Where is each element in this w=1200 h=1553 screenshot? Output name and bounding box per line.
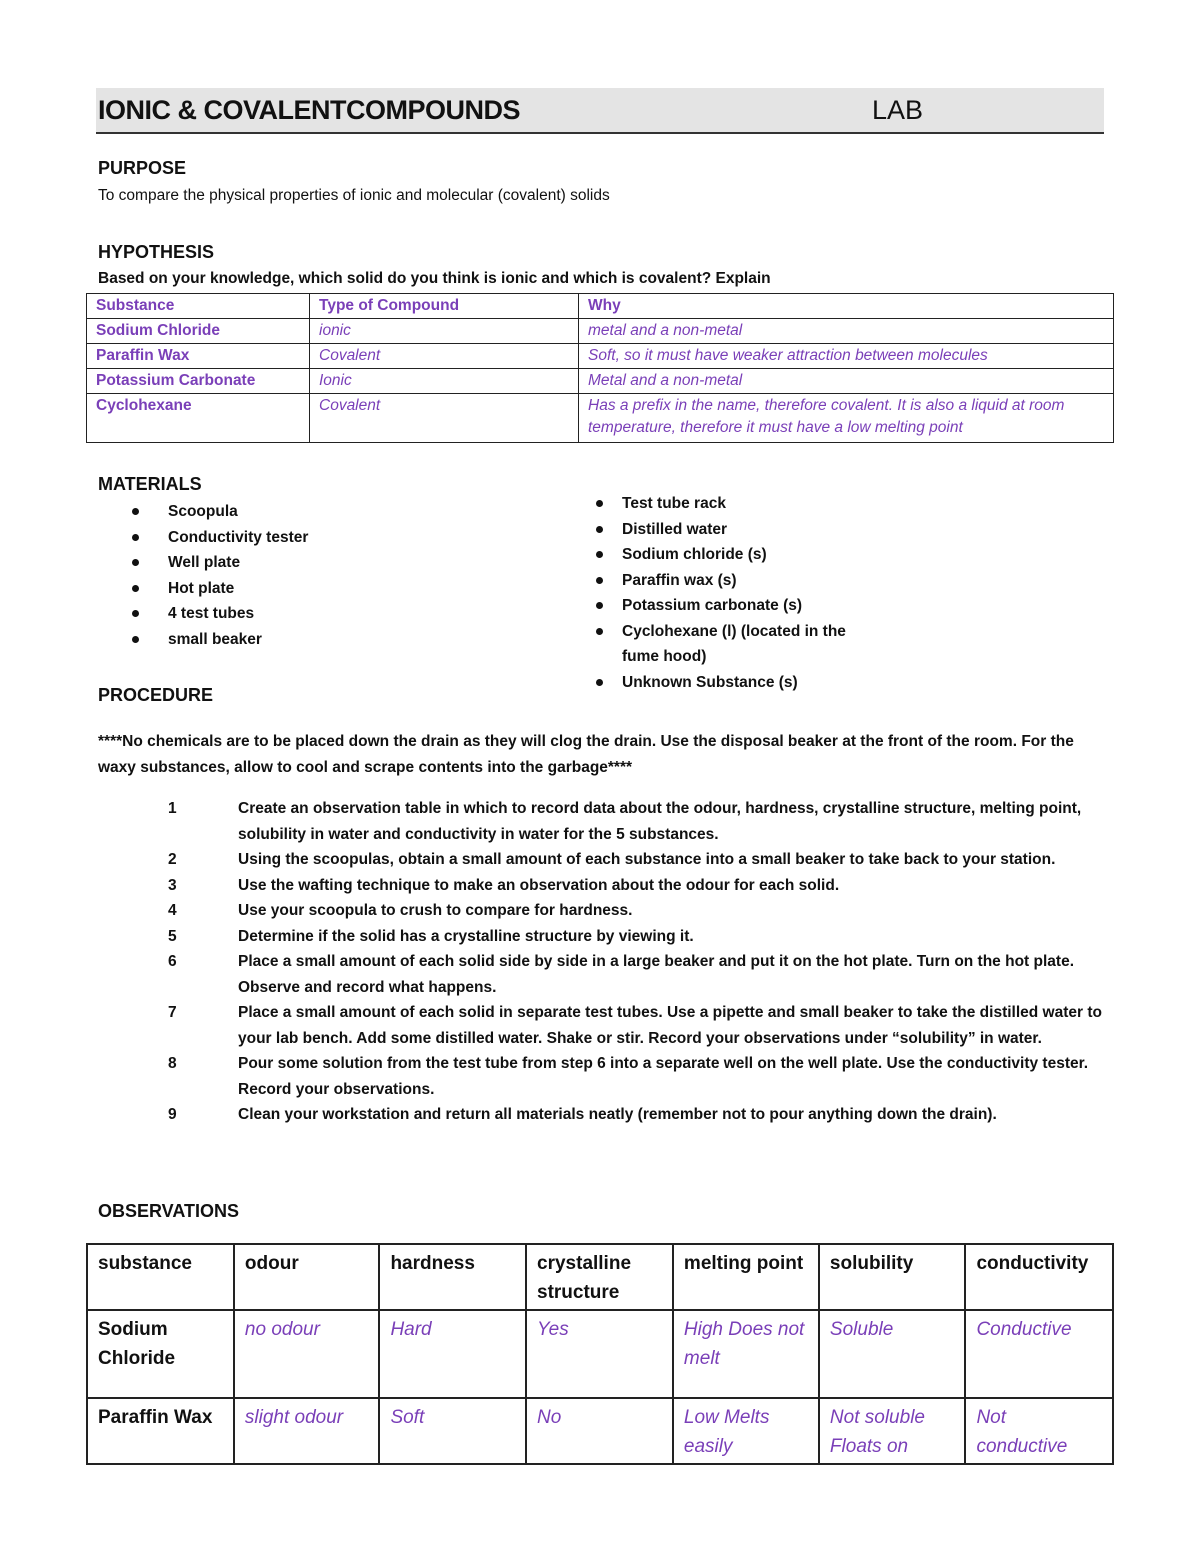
step-number: 6: [168, 953, 177, 970]
table-cell: No: [526, 1398, 673, 1464]
step-text: Create an observation table in which to record data about the odour, hardness, crystalline structure, melting point, solubility in water and conductivity in water for the 5 substances.: [238, 800, 1082, 843]
table-cell: Yes: [526, 1310, 673, 1398]
materials-heading: MATERIALS: [98, 474, 202, 494]
hypothesis-heading: HYPOTHESIS: [98, 242, 215, 262]
table-cell: Cyclohexane: [87, 394, 310, 443]
procedure-step: [98, 949, 1108, 1000]
procedure-step: [98, 898, 1108, 924]
table-cell: High Does not melt: [673, 1310, 819, 1398]
document-title: IONIC & COVALENTCOMPOUNDS: [98, 95, 521, 125]
column-header: Why: [579, 294, 1114, 319]
step-number: 5: [168, 927, 177, 945]
column-header: melting point: [673, 1244, 819, 1310]
step-number: 1: [168, 800, 177, 817]
table-row: [87, 319, 1114, 344]
list-item: Scoopula: [98, 499, 308, 525]
table-cell: Sodium Chloride: [87, 319, 310, 344]
hypothesis-table: [86, 293, 1114, 443]
step-text: Place a small amount of each solid side by side in a large beaker and put it on the hot plate. Turn on the hot plate. Observe and record what happens.: [238, 953, 1075, 996]
step-text: Determine if the solid has a crystalline structure by viewing it.: [238, 927, 694, 945]
column-header: Substance: [87, 294, 310, 319]
title-bar: [96, 88, 1104, 134]
table-cell: Potassium Carbonate: [87, 369, 310, 394]
list-item: Paraffin wax (s): [596, 568, 882, 594]
step-text: Using the scoopulas, obtain a small amount of each substance into a small beaker to take back to your station.: [238, 851, 1056, 868]
table-cell: Soft: [379, 1398, 526, 1464]
table-cell: Hard: [379, 1310, 526, 1398]
procedure-step: [98, 1051, 1108, 1102]
table-cell: metal and a non-metal: [579, 319, 1114, 344]
procedure-steps: [98, 796, 1108, 1128]
table-cell: Low Melts easily: [673, 1398, 819, 1464]
hypothesis-question: Based on your knowledge, which solid do you think is ionic and which is covalent? Explain: [98, 270, 771, 287]
step-text: Use your scoopula to crush to compare for hardness.: [238, 902, 633, 919]
table-cell: Not soluble Floats on: [819, 1398, 966, 1464]
observations-table: [86, 1243, 1114, 1465]
step-number: 9: [168, 1106, 177, 1123]
table-cell: Ionic: [310, 369, 579, 394]
procedure-heading: PROCEDURE: [98, 685, 214, 705]
procedure-step: [98, 924, 1108, 950]
step-text: Use the wafting technique to make an observation about the odour for each solid.: [238, 876, 840, 894]
table-cell: Sodium Chloride: [87, 1310, 234, 1398]
column-header: hardness: [379, 1244, 526, 1310]
procedure-step: [98, 1000, 1108, 1051]
column-header: crystalline structure: [526, 1244, 673, 1310]
step-text: Clean your workstation and return all materials neatly (remember not to pour anything down the drain).: [238, 1106, 997, 1123]
procedure-step: [98, 847, 1108, 873]
step-number: 3: [168, 876, 177, 894]
list-item: 4 test tubes: [98, 601, 308, 627]
table-cell: Soft, so it must have weaker attraction between molecules: [579, 344, 1114, 369]
list-item: Unknown Substance (s): [596, 670, 882, 696]
table-cell: Paraffin Wax: [87, 344, 310, 369]
materials-list-left: [98, 499, 308, 652]
table-cell: slight odour: [234, 1398, 380, 1464]
step-text: Place a small amount of each solid in separate test tubes. Use a pipette and small beaker to take the distilled water to your lab bench. Add some distilled water. Shake or stir. Record your observations under “solubility” in water.: [238, 1004, 1102, 1047]
table-cell: ionic: [310, 319, 579, 344]
column-header: Type of Compound: [310, 294, 579, 319]
step-number: 4: [168, 902, 177, 919]
list-item: small beaker: [98, 627, 308, 653]
table-header-row: [87, 1244, 1113, 1310]
list-item: Test tube rack: [596, 491, 882, 517]
table-cell: Metal and a non-metal: [579, 369, 1114, 394]
table-row: [87, 369, 1114, 394]
procedure-step: [98, 796, 1108, 847]
purpose-text: To compare the physical properties of ionic and molecular (covalent) solids: [98, 187, 610, 204]
observations-heading: OBSERVATIONS: [98, 1201, 240, 1221]
table-cell: Conductive: [965, 1310, 1113, 1398]
list-item: Cyclohexane (l) (located in the fume hood): [596, 619, 882, 670]
table-cell: Not conductive: [965, 1398, 1113, 1464]
table-row: [87, 344, 1114, 369]
table-row: [87, 1310, 1113, 1398]
list-item: Sodium chloride (s): [596, 542, 882, 568]
table-cell: Paraffin Wax: [87, 1398, 234, 1464]
table-cell: no odour: [234, 1310, 380, 1398]
list-item: Well plate: [98, 550, 308, 576]
table-cell: Covalent: [310, 394, 579, 443]
table-cell: Has a prefix in the name, therefore covalent. It is also a liquid at room temperature, therefore it must have a low melting point: [579, 394, 1114, 443]
table-row: [87, 1398, 1113, 1464]
column-header: conductivity: [965, 1244, 1113, 1310]
table-header-row: [87, 294, 1114, 319]
column-header: substance: [87, 1244, 234, 1310]
step-number: 7: [168, 1004, 177, 1021]
procedure-step: [98, 873, 1108, 899]
table-row: [87, 394, 1114, 443]
step-number: 2: [168, 851, 177, 868]
column-header: solubility: [819, 1244, 966, 1310]
list-item: Conductivity tester: [98, 525, 308, 551]
column-header: odour: [234, 1244, 380, 1310]
list-item: Potassium carbonate (s): [596, 593, 882, 619]
procedure-step: [98, 1102, 1108, 1128]
purpose-heading: PURPOSE: [98, 158, 187, 178]
document-title-suffix: LAB: [872, 95, 924, 125]
step-number: 8: [168, 1055, 177, 1072]
materials-list-right: [596, 491, 882, 695]
list-item: Hot plate: [98, 576, 308, 602]
table-cell: Soluble: [819, 1310, 966, 1398]
table-cell: Covalent: [310, 344, 579, 369]
procedure-warning: ****No chemicals are to be placed down the drain as they will clog the drain. Use the disposal beaker at the front of the room. For the waxy substances, allow to cool and scrape contents into the garbage****: [98, 733, 1074, 776]
step-text: Pour some solution from the test tube from step 6 into a separate well on the well plate. Use the conductivity tester. Record your observations.: [238, 1055, 1089, 1098]
list-item: Distilled water: [596, 517, 882, 543]
